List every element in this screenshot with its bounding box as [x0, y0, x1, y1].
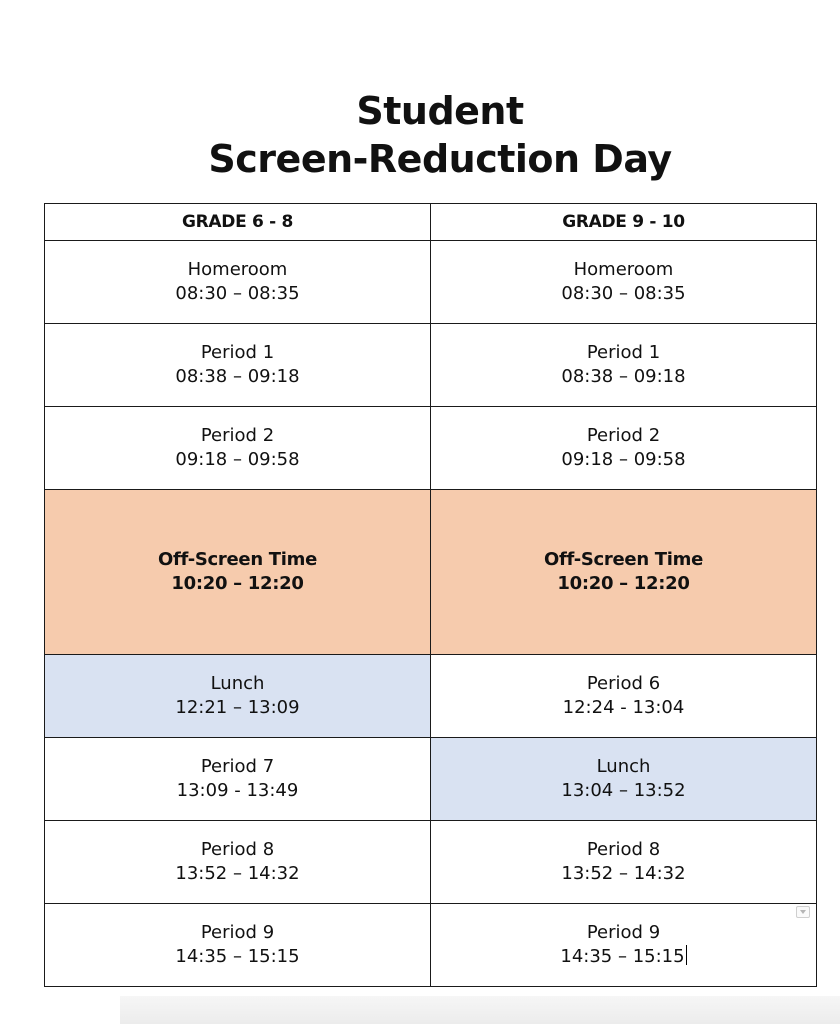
schedule-table	[44, 203, 817, 987]
lunch-cell[interactable]	[45, 655, 431, 738]
table-cell[interactable]	[45, 407, 431, 490]
text-cursor-caret	[686, 945, 687, 965]
cell-time: 09:18 – 09:58	[561, 449, 686, 470]
off-screen-time-cell[interactable]	[431, 490, 817, 655]
table-row	[45, 407, 817, 490]
table-cell-active[interactable]	[431, 904, 817, 987]
cell-time: 13:52 – 14:32	[561, 863, 686, 884]
title-line-2: Screen-Reduction Day	[208, 137, 672, 182]
cell-time: 12:24 - 13:04	[562, 697, 685, 718]
cell-time: 14:35 – 15:15	[175, 946, 300, 967]
cell-name: Period 1	[200, 342, 275, 363]
cell-options-dropdown-icon[interactable]	[796, 906, 810, 918]
table-cell[interactable]	[45, 821, 431, 904]
cell-name: Homeroom	[187, 259, 288, 280]
cell-time: 09:18 – 09:58	[175, 449, 300, 470]
cell-time: 14:35 – 15:15	[560, 946, 685, 967]
table-cell[interactable]	[45, 324, 431, 407]
cell-time: 10:20 – 12:20	[171, 573, 304, 594]
cell-time: 08:30 – 08:35	[561, 283, 686, 304]
table-row	[45, 655, 817, 738]
table-cell[interactable]	[45, 241, 431, 324]
table-row	[45, 821, 817, 904]
lunch-cell[interactable]	[431, 738, 817, 821]
cell-name: Period 2	[586, 425, 661, 446]
table-row	[45, 324, 817, 407]
cell-name: Period 9	[586, 922, 661, 943]
cell-name: Period 8	[586, 839, 661, 860]
cell-time: 12:21 – 13:09	[175, 697, 300, 718]
header-row	[45, 204, 817, 241]
table-cell[interactable]	[45, 904, 431, 987]
document-title	[0, 87, 840, 183]
table-cell[interactable]	[431, 241, 817, 324]
table-cell[interactable]	[431, 324, 817, 407]
table-row	[45, 904, 817, 987]
table-cell[interactable]	[431, 821, 817, 904]
cell-time: 08:38 – 09:18	[561, 366, 686, 387]
cell-name: Period 7	[200, 756, 275, 777]
cell-time: 08:38 – 09:18	[175, 366, 300, 387]
cell-time: 10:20 – 12:20	[557, 573, 690, 594]
cell-name: Homeroom	[573, 259, 674, 280]
cell-time: 13:04 – 13:52	[561, 780, 686, 801]
table-cell[interactable]	[431, 655, 817, 738]
page-bottom-shadow	[120, 996, 840, 1024]
table-cell[interactable]	[431, 407, 817, 490]
column-header-grade-6-8[interactable]: GRADE 6 - 8	[45, 204, 431, 241]
table-row-offscreen	[45, 490, 817, 655]
cell-time-with-caret	[431, 945, 816, 969]
cell-time: 13:52 – 14:32	[175, 863, 300, 884]
cell-name: Lunch	[210, 673, 265, 694]
cell-name: Period 1	[586, 342, 661, 363]
table-row	[45, 241, 817, 324]
cell-name: Period 6	[586, 673, 661, 694]
cell-name: Period 8	[200, 839, 275, 860]
column-header-grade-9-10[interactable]: GRADE 9 - 10	[431, 204, 817, 241]
cell-time: 08:30 – 08:35	[175, 283, 300, 304]
table-cell[interactable]	[45, 738, 431, 821]
table-row	[45, 738, 817, 821]
cell-name: Off-Screen Time	[157, 549, 318, 570]
cell-name: Lunch	[596, 756, 651, 777]
cell-name: Off-Screen Time	[543, 549, 704, 570]
cell-name: Period 9	[200, 922, 275, 943]
title-line-1: Student	[356, 89, 524, 134]
cell-name: Period 2	[200, 425, 275, 446]
cell-time: 13:09 - 13:49	[176, 780, 299, 801]
off-screen-time-cell[interactable]	[45, 490, 431, 655]
